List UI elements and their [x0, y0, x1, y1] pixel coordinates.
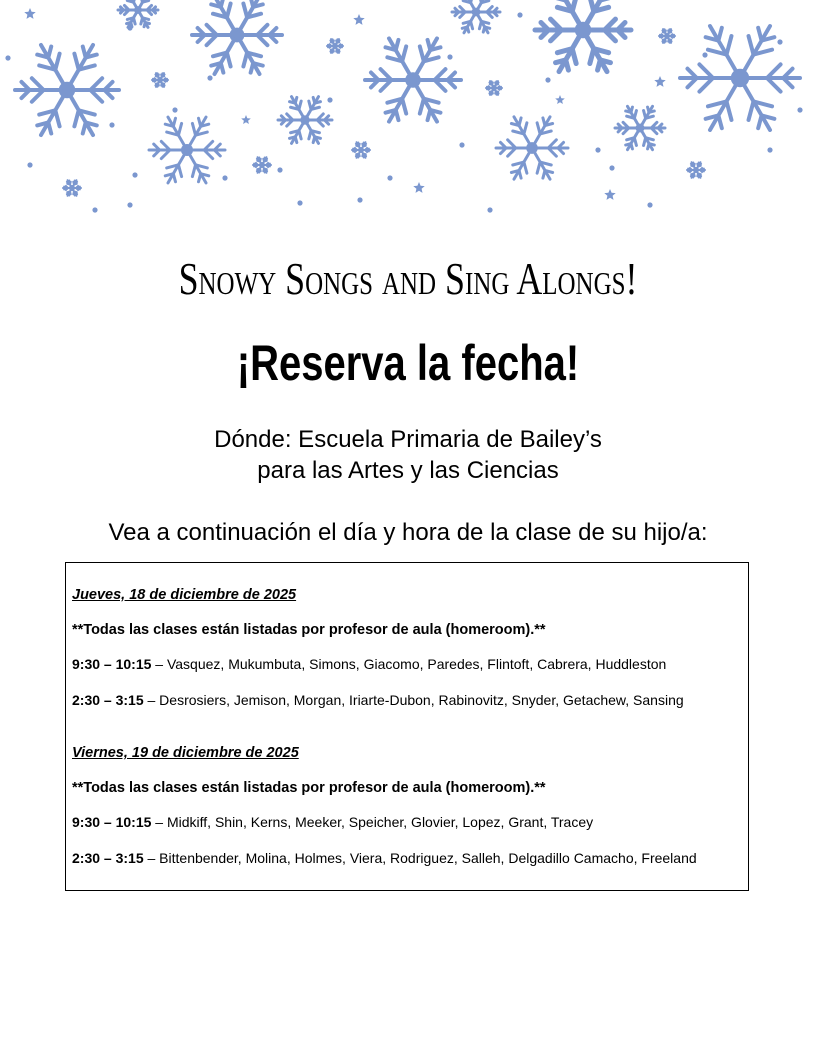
slot-time: 9:30 – 10:15 — [72, 814, 152, 830]
snow-dot — [702, 52, 707, 57]
snow-dot — [132, 172, 137, 177]
slot-time: 9:30 – 10:15 — [72, 656, 152, 672]
star-icon — [24, 8, 35, 19]
snow-dot — [277, 167, 282, 172]
snow-dot — [595, 147, 600, 152]
snow-dot — [27, 162, 32, 167]
schedule-box — [65, 562, 749, 891]
snowflake-icon — [192, 0, 282, 74]
snow-dot — [127, 25, 132, 30]
snowflake-icon — [149, 117, 225, 183]
snowflake-icon — [486, 81, 502, 95]
day-2-slot-2 — [72, 850, 697, 866]
star-icon — [555, 95, 565, 104]
star-icon — [413, 182, 424, 193]
snow-dot — [647, 202, 652, 207]
snow-dot — [207, 75, 212, 80]
snowflake-banner — [0, 0, 816, 225]
event-title: Snowy Songs and Sing Alongs! — [178, 253, 638, 304]
location-line-1: Dónde: Escuela Primaria de Bailey’s — [214, 426, 602, 453]
day-2-note: **Todas las clases están listadas por profesor de aula (homeroom).** — [72, 780, 546, 796]
day-2-date: Viernes, 19 de diciembre de 2025 — [72, 745, 299, 761]
snow-dot — [797, 107, 802, 112]
snow-dot — [545, 77, 550, 82]
slot-time: 2:30 – 3:15 — [72, 692, 144, 708]
snowflake-icon — [327, 39, 343, 53]
star-icon — [604, 189, 615, 200]
snowflake-icon — [15, 45, 119, 135]
snowflake-icon — [352, 142, 370, 158]
slot-time: 2:30 – 3:15 — [72, 850, 144, 866]
snow-dot — [172, 107, 177, 112]
snowflake-icon — [535, 0, 631, 72]
snowflake-icon — [615, 106, 665, 149]
star-icon — [353, 14, 364, 25]
slot-teachers: – Bittenbender, Molina, Holmes, Viera, Rodriguez, Salleh, Delgadillo Camacho, Freeland — [143, 850, 697, 866]
snowflake-icon — [687, 162, 705, 178]
snowflake-icon — [659, 29, 675, 43]
star-icon — [654, 76, 665, 87]
snowflake-icon — [152, 73, 168, 87]
snow-dot — [609, 165, 614, 170]
save-the-date-heading: ¡Reserva la fecha! — [236, 335, 580, 391]
day-1-date: Jueves, 18 de diciembre de 2025 — [72, 587, 297, 603]
snow-dot — [92, 207, 97, 212]
day-1-slot-1 — [72, 656, 666, 672]
snow-dot — [5, 55, 10, 60]
snow-dot — [357, 197, 362, 202]
slot-teachers: – Vasquez, Mukumbuta, Simons, Giacomo, Paredes, Flintoft, Cabrera, Huddleston — [151, 656, 667, 672]
snowflake-icon — [365, 38, 461, 121]
snow-dot — [109, 122, 114, 127]
snow-dot — [459, 142, 464, 147]
snow-dot — [127, 202, 132, 207]
location-block — [0, 424, 816, 486]
snow-dot — [777, 39, 782, 44]
slot-teachers: – Midkiff, Shin, Kerns, Meeker, Speicher, Glovier, Lopez, Grant, Tracey — [151, 814, 594, 830]
day-1-slot-2 — [72, 692, 684, 708]
snowflake-icon — [452, 0, 500, 33]
snow-dot — [297, 200, 302, 205]
snow-dot — [447, 54, 452, 59]
intro-text: Vea a continuación el día y hora de la clase de su hijo/a: — [108, 519, 708, 546]
snow-dot — [327, 97, 332, 102]
snowflake-icon — [253, 157, 271, 173]
snow-dot — [517, 12, 522, 17]
snow-dot — [222, 175, 227, 180]
snowflake-icon — [278, 97, 332, 144]
star-icon — [241, 115, 251, 124]
snow-dot — [767, 147, 772, 152]
snow-dot — [387, 175, 392, 180]
snowflake-icon — [118, 0, 158, 27]
day-1-note: **Todas las clases están listadas por profesor de aula (homeroom).** — [72, 622, 546, 638]
snowflake-icon — [63, 180, 81, 196]
slot-teachers: – Desrosiers, Jemison, Morgan, Iriarte-Dubon, Rabinovitz, Snyder, Getachew, Sansing — [143, 692, 684, 708]
location-line-2: para las Artes y las Ciencias — [257, 457, 559, 484]
day-2-slot-1 — [72, 814, 593, 830]
snow-dot — [487, 207, 492, 212]
snowflake-icon — [496, 117, 568, 179]
